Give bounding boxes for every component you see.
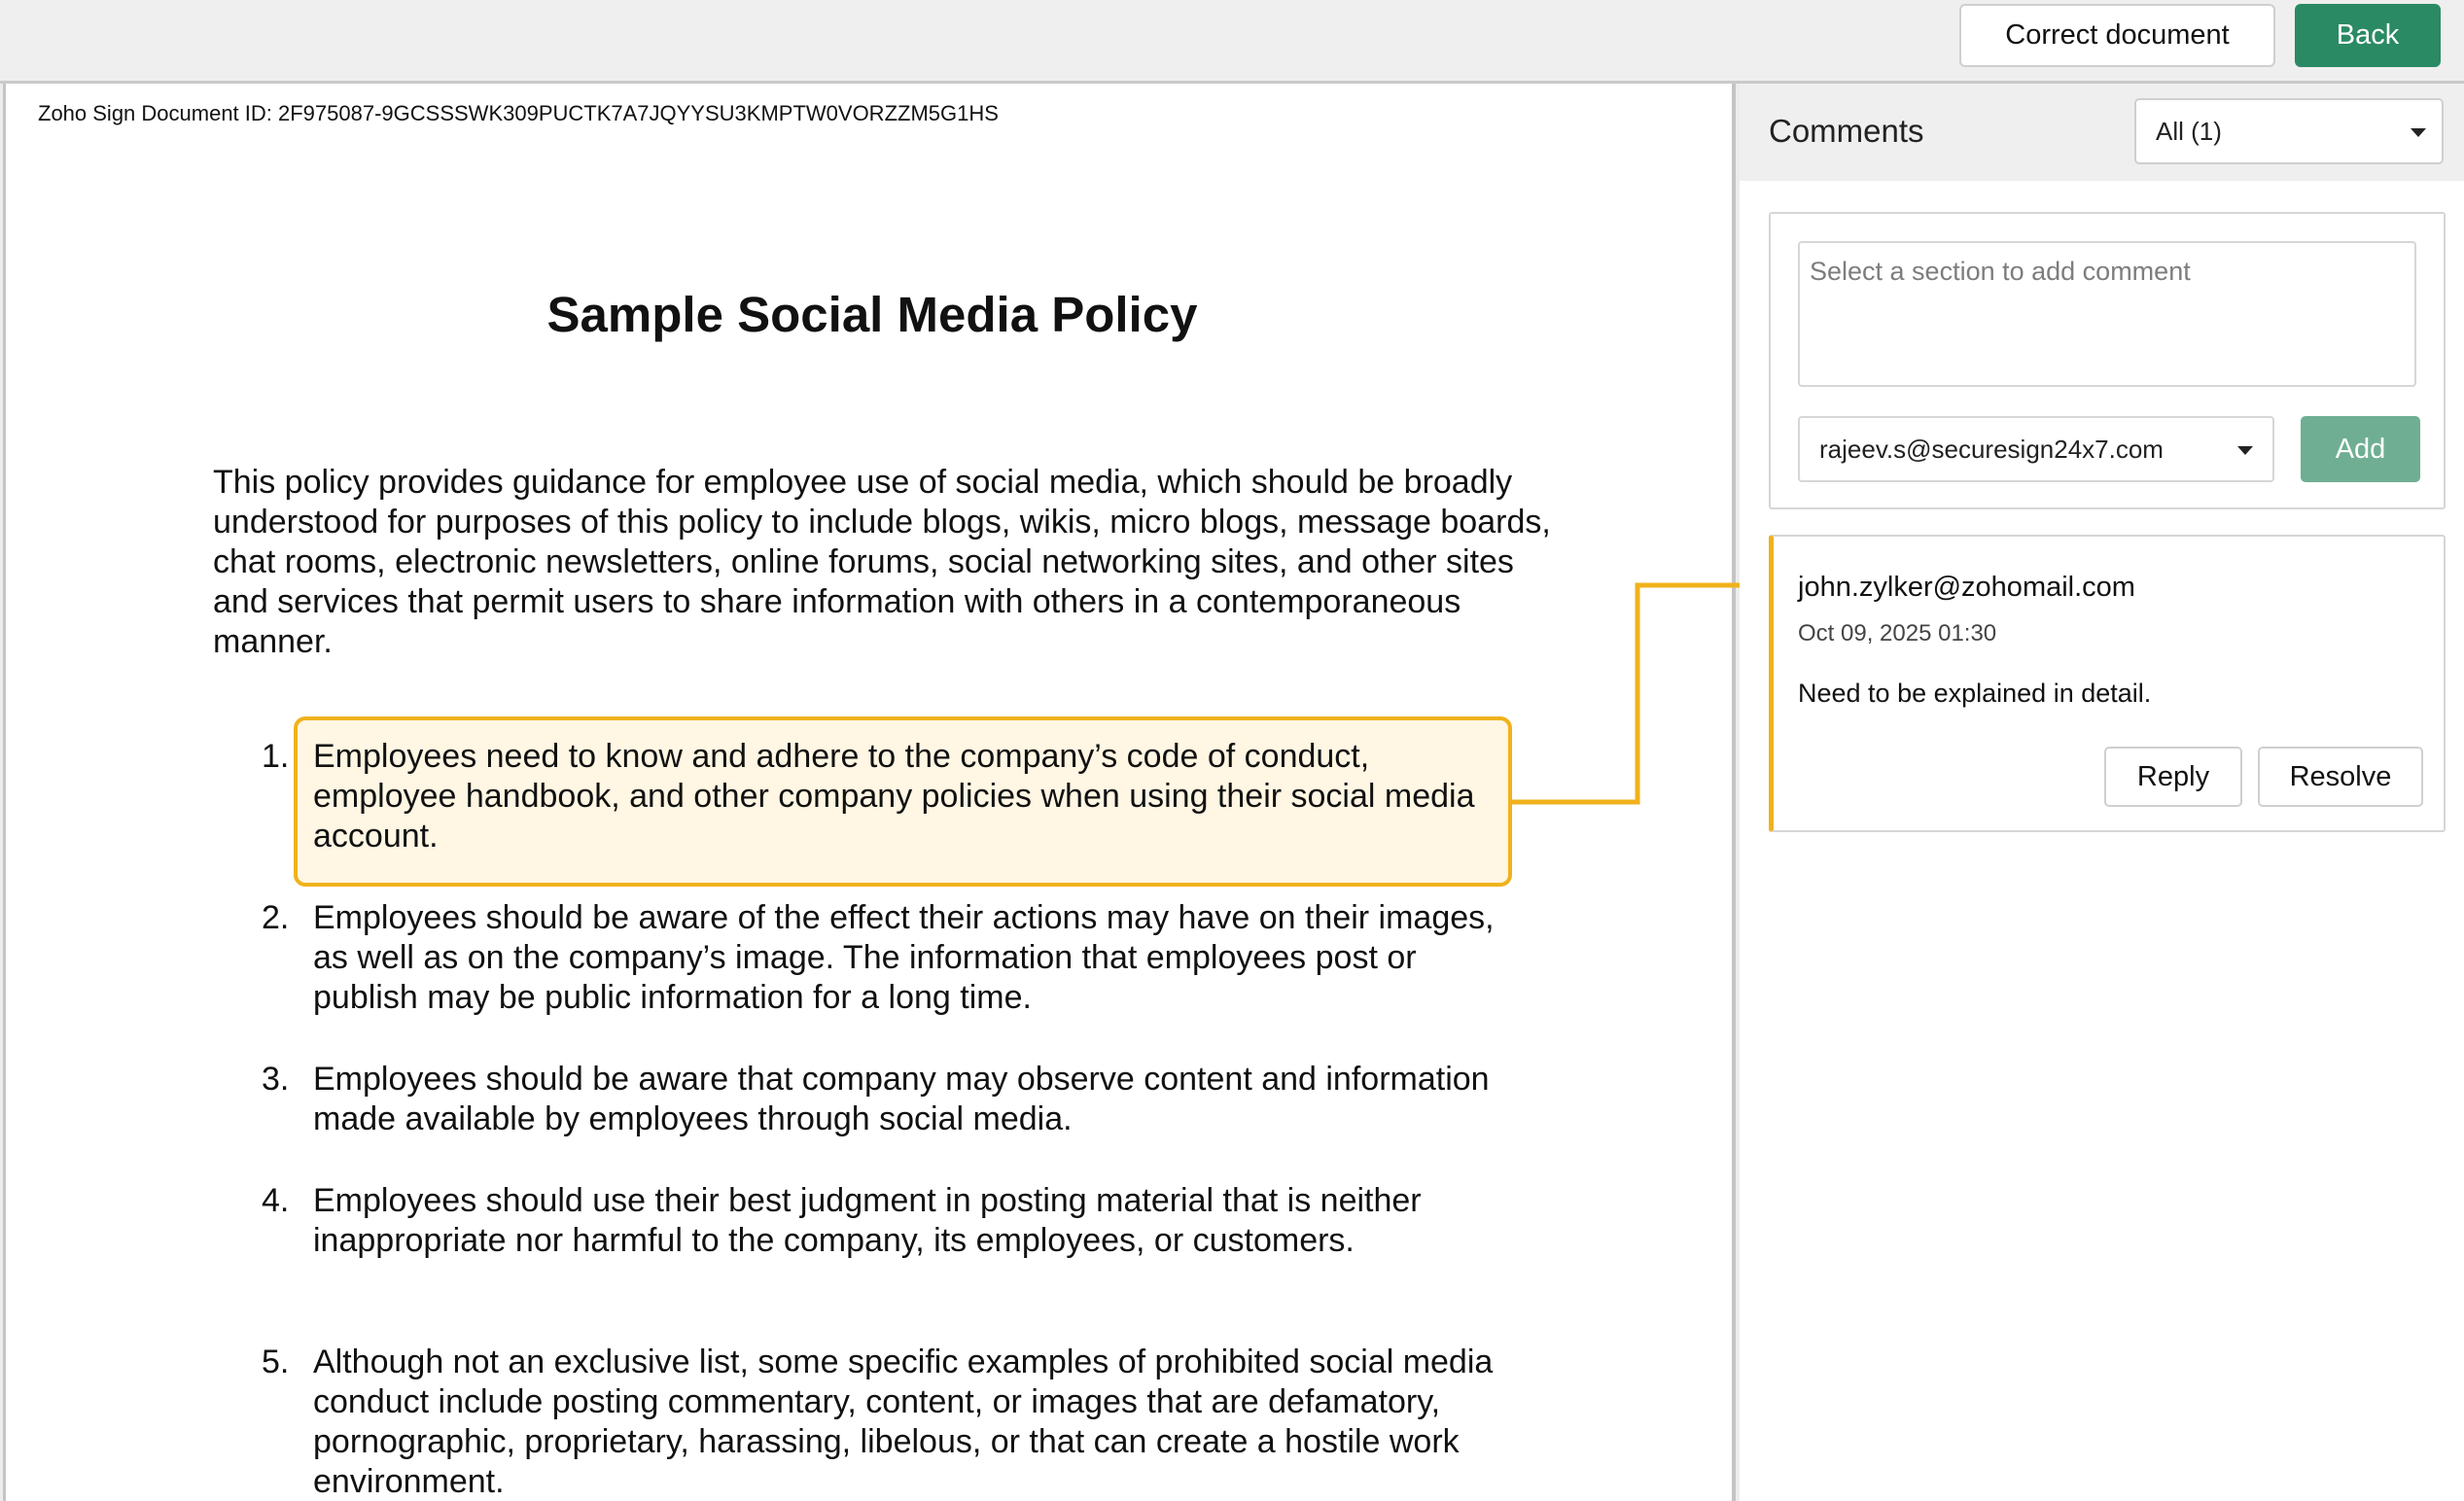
list-item-text: Employees should be aware that company may observe content and information made available by employees through social media.: [313, 1061, 1490, 1137]
add-comment-card: [1769, 212, 2446, 509]
back-button[interactable]: Back: [2295, 4, 2441, 67]
policy-intro-paragraph[interactable]: This policy provides guidance for employee use of social media, which should be broadly understood for purposes of this policy to include blogs, wikis, micro blogs, message boards, chat rooms, electronic newsletters, online forums, social networking sites, and other sites and services that permit users to share information with others in a contemporaneous manner.: [213, 464, 1551, 660]
list-item-text: Employees need to know and adhere to the company’s code of conduct, employee handbook, and other company policies when using their social media account.: [313, 738, 1475, 855]
list-item-text: Employees should be aware of the effect their actions may have on their images, as well as on the company’s image. The information that employees post or publish may be public information for a long time.: [313, 899, 1495, 1016]
document-title: Sample Social Media Policy: [546, 287, 1198, 342]
correct-document-button[interactable]: Correct document: [1959, 4, 2275, 67]
list-item-text: Employees should use their best judgment in posting material that is neither inappropriate nor harmful to the company, its employees, or customers.: [313, 1182, 1422, 1259]
list-item-text: Although not an exclusive list, some specific examples of prohibited social media conduct include posting commentary, content, or images that are defamatory, pornographic, proprietary, harassing, libelous, or that can create a hostile work environment.: [313, 1344, 1494, 1500]
comment-timestamp: Oct 09, 2025 01:30: [1798, 620, 1997, 646]
chevron-down-icon: [2411, 128, 2426, 137]
comment-filter-dropdown[interactable]: [2134, 98, 2444, 164]
assignee-selected-value: rajeev.s@securesign24x7.com: [1819, 434, 2164, 464]
comment-text: Need to be explained in detail.: [1798, 679, 2152, 708]
comments-header: [1740, 84, 2464, 181]
document-viewer[interactable]: [3, 84, 1736, 1501]
comments-panel: [1740, 84, 2464, 1501]
list-number: 5.: [262, 1344, 290, 1380]
list-number: 1.: [262, 738, 290, 775]
comment-card[interactable]: [1769, 535, 2446, 832]
comment-author: john.zylker@zohomail.com: [1798, 572, 2135, 603]
list-number: 3.: [262, 1061, 290, 1098]
add-comment-button[interactable]: Add: [2301, 416, 2420, 482]
reply-button[interactable]: Reply: [2104, 747, 2242, 807]
list-number: 4.: [262, 1182, 290, 1219]
filter-selected-value: All (1): [2156, 116, 2222, 146]
chevron-down-icon: [2237, 446, 2253, 455]
document-id-label: Zoho Sign Document ID: 2F975087-9GCSSSWK309PUCTK7A7JQYYSU3KMPTW0VORZZM5G1HS: [38, 101, 999, 125]
top-toolbar: [0, 0, 2464, 84]
list-number: 2.: [262, 899, 290, 936]
comment-input[interactable]: [1798, 241, 2416, 387]
resolve-button[interactable]: Resolve: [2258, 747, 2423, 807]
comments-title: Comments: [1769, 113, 1924, 149]
assignee-dropdown[interactable]: [1798, 416, 2274, 482]
